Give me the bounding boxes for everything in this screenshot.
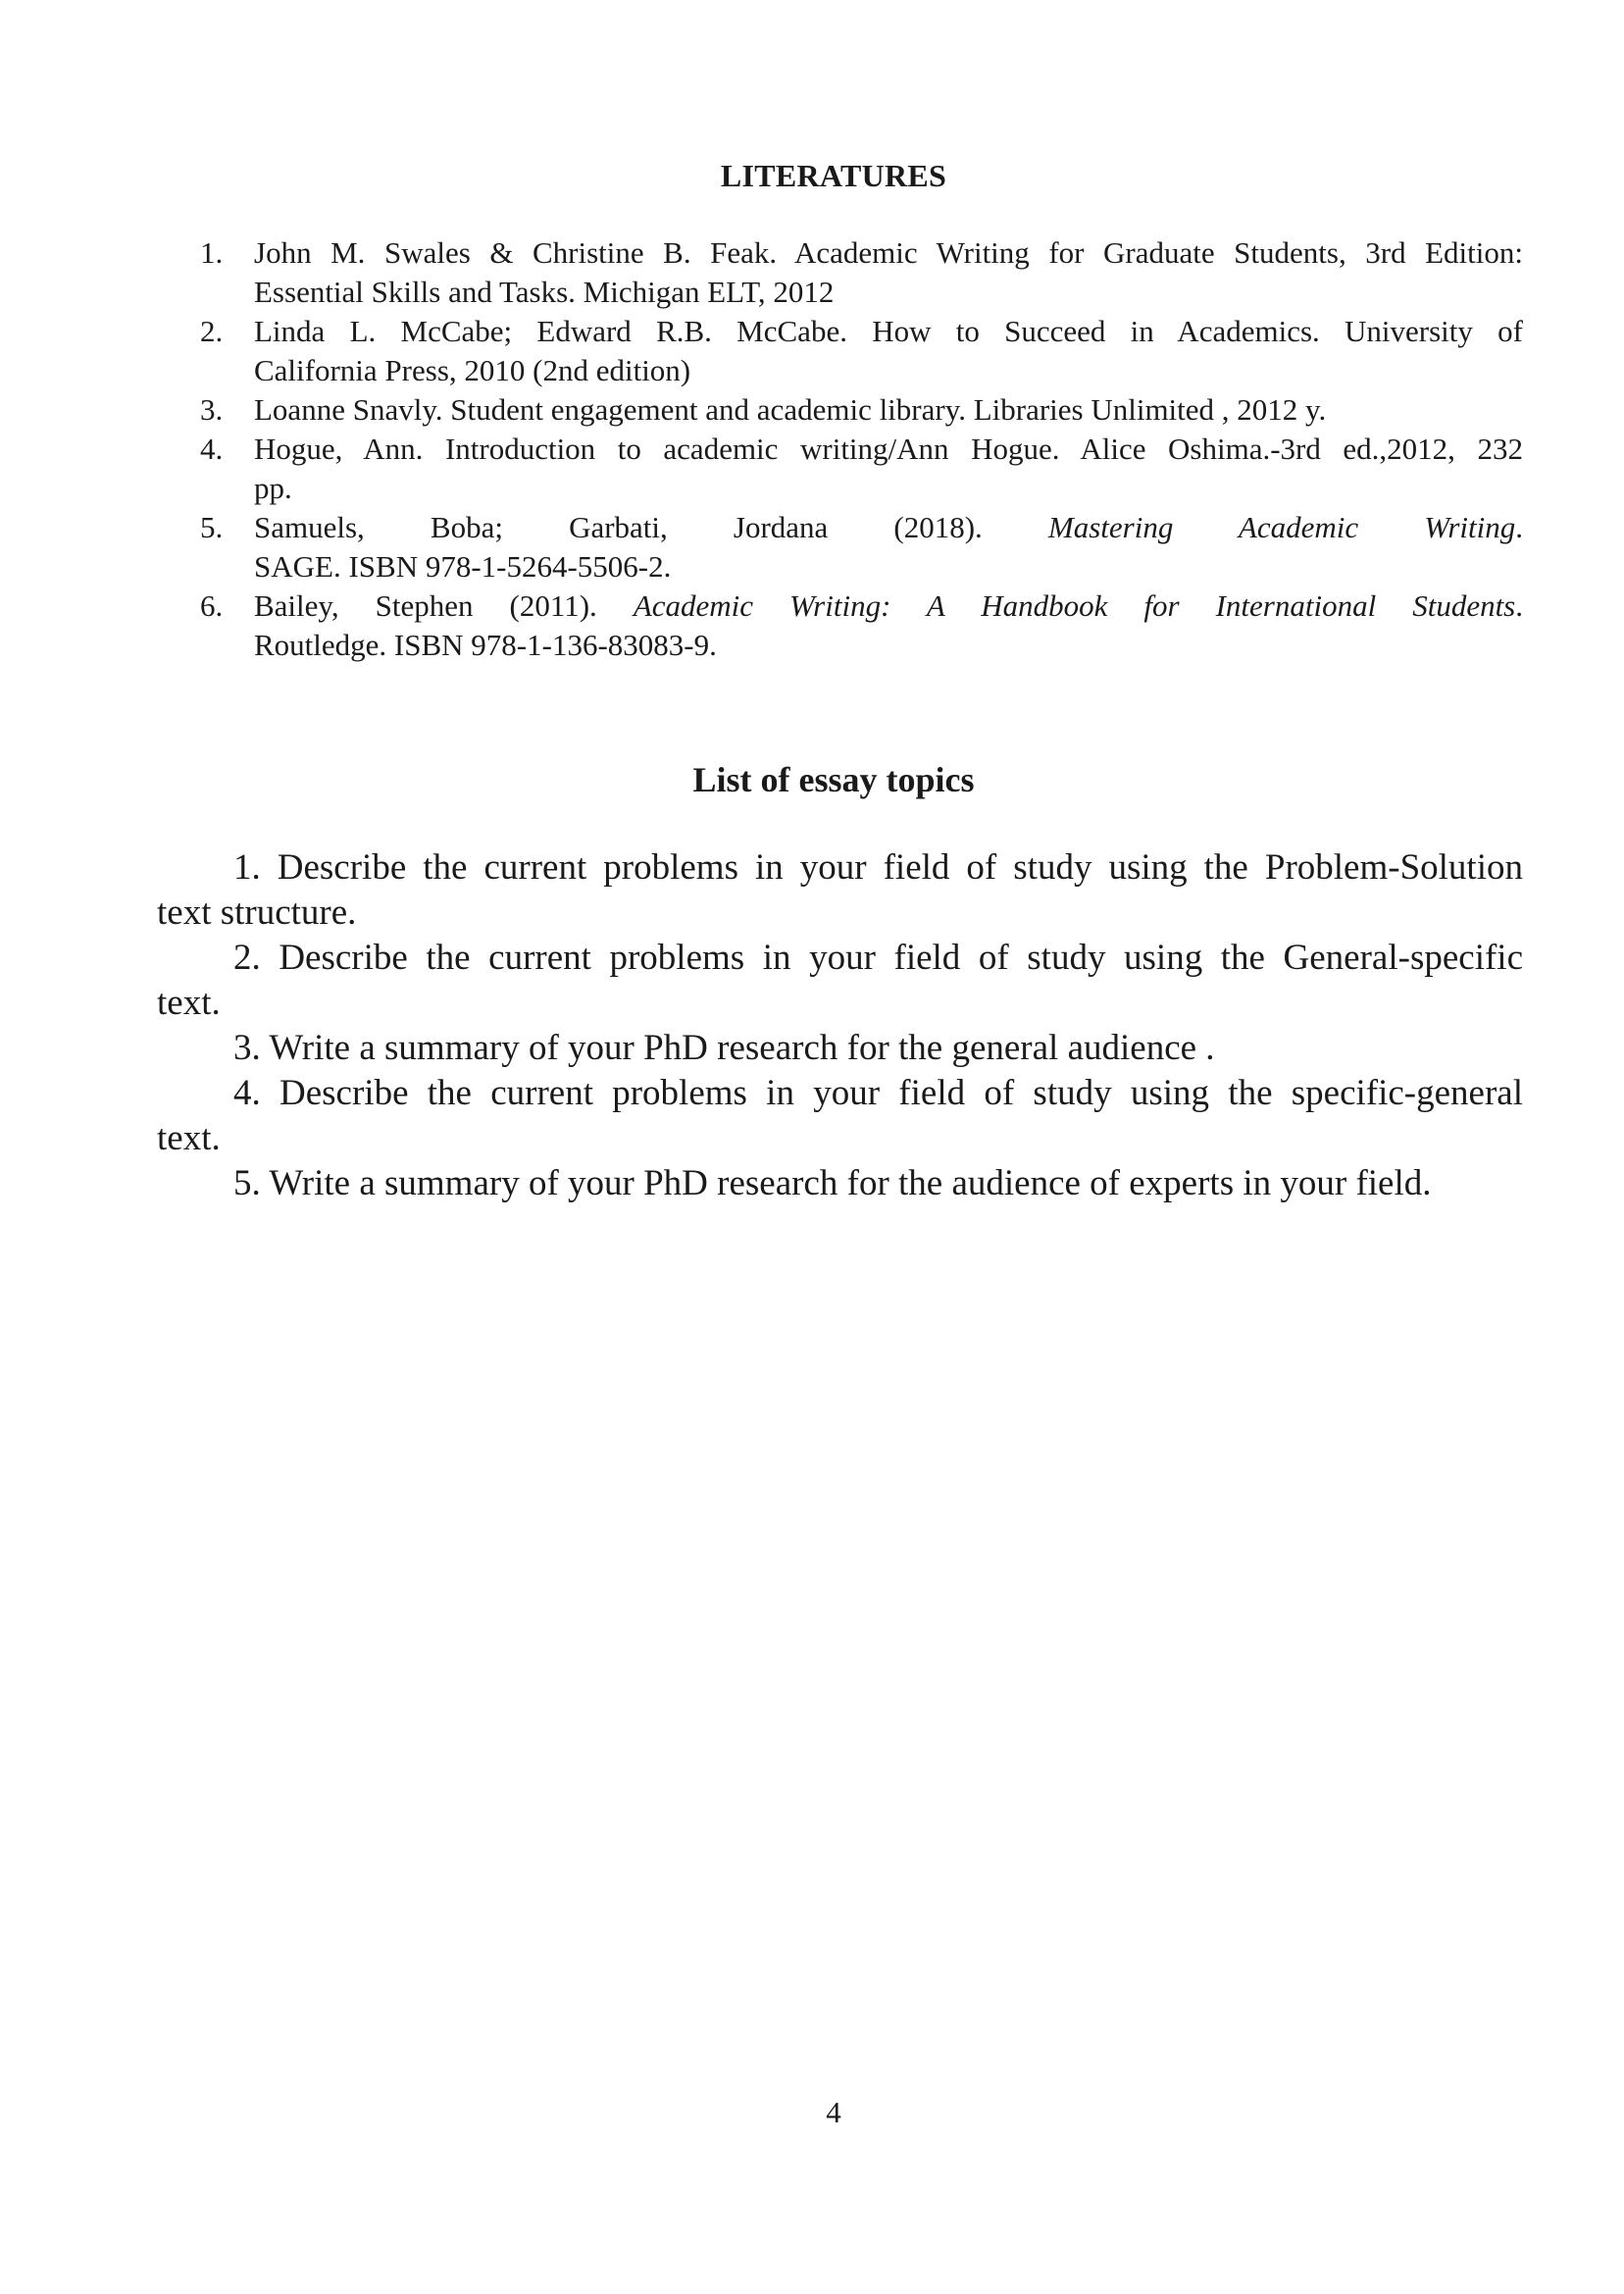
literatures-list [200,233,1523,665]
essay-topic [157,1071,1523,1161]
essay-topic [157,845,1523,936]
reference-line: California Press, 2010 (2nd edition) [254,353,691,387]
reference-line: Hogue, Ann. Introduction to academic writing/Ann Hogue. Alice Oshima.-3rd ed.,2012, 232 [254,432,1523,466]
reference-line: John M. Swales & Christine B. Feak. Academic Writing for Graduate Students, 3rd Edition: [254,235,1523,270]
essay-topics-list [157,845,1523,1206]
reference-line: SAGE. ISBN 978-1-5264-5506-2. [254,549,672,584]
essay-topic-line: text. [157,1118,221,1158]
essay-topic [157,936,1523,1026]
list-item [200,233,1523,312]
literatures-heading: LITERATURES [720,158,947,193]
essay-topic-line: text structure. [157,892,357,933]
essay-topic-line: 2. Describe the current problems in your field of study using the General-specific [233,938,1523,978]
reference-line: Routledge. ISBN 978-1-136-83083-9. [254,628,717,662]
page-number: 4 [826,2095,841,2129]
essay-topic-line: 5. Write a summary of your PhD research for the audience of experts in your field. [233,1163,1432,1203]
reference-punctuation: . [1515,588,1523,623]
essay-topics-heading: List of essay topics [692,760,975,799]
reference-punctuation: . [1515,510,1524,544]
list-item-number: 3. [200,392,224,427]
list-item [200,430,1523,508]
essay-topic-line: 4. Describe the current problems in your field of study using the specific-general [233,1073,1523,1113]
reference-line [254,586,1523,626]
list-item [200,312,1523,390]
essay-topic-line: 1. Describe the current problems in your field of study using the Problem-Solution [233,847,1523,888]
list-item [200,586,1523,665]
list-item [200,390,1523,430]
essay-topic [157,1161,1523,1206]
reference-line: pp. [254,471,292,505]
reference-line: Loanne Snavly. Student engagement and academic library. Libraries Unlimited , 2012 y. [254,392,1327,427]
reference-line: Essential Skills and Tasks. Michigan ELT, 2012 [254,275,835,309]
reference-authors: Bailey, Stephen (2011). [254,588,634,623]
essay-topic-line: 3. Write a summary of your PhD research for the general audience . [233,1028,1215,1068]
reference-title: Academic Writing: A Handbook for International Students [633,588,1516,623]
list-item [200,508,1523,586]
list-item-number: 4. [200,432,224,466]
essay-topic-line: text. [157,983,221,1023]
list-item-number: 2. [200,314,224,348]
reference-line [254,508,1523,547]
list-item-number: 1. [200,235,224,270]
essay-topic [157,1026,1523,1071]
reference-authors: Samuels, Boba; Garbati, Jordana (2018). [254,510,1048,544]
reference-title: Mastering Academic Writing [1047,510,1516,544]
list-item-number: 5. [200,510,224,544]
reference-line: Linda L. McCabe; Edward R.B. McCabe. How to Succeed in Academics. University of [254,314,1523,348]
list-item-number: 6. [200,588,224,623]
